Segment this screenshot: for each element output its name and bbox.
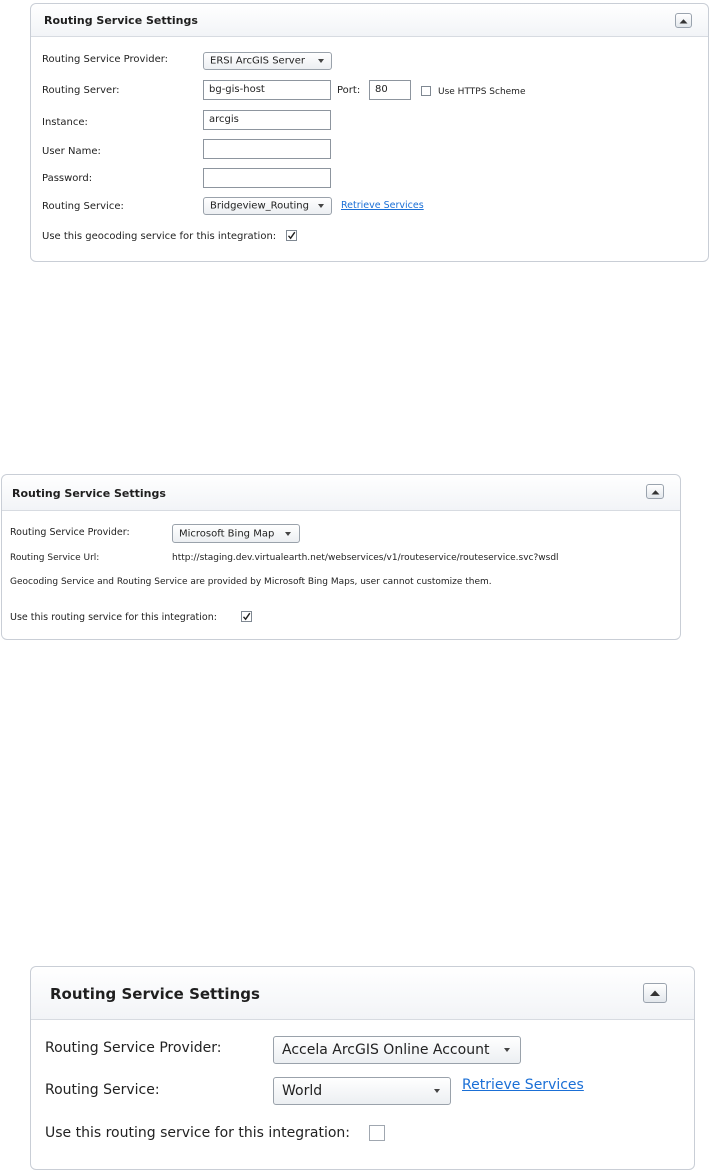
panel-header bbox=[31, 4, 708, 37]
username-label: User Name: bbox=[42, 146, 101, 157]
collapse-button[interactable] bbox=[643, 983, 667, 1003]
provider-label: Routing Service Provider: bbox=[10, 527, 130, 538]
instance-label: Instance: bbox=[42, 117, 88, 128]
https-checkbox[interactable] bbox=[421, 86, 431, 96]
retrieve-services-link[interactable]: Retrieve Services bbox=[462, 1077, 584, 1093]
chevron-up-icon bbox=[679, 18, 688, 24]
use-service-label: Use this routing service for this integration: bbox=[10, 612, 217, 623]
routing-settings-panel-esri bbox=[30, 3, 709, 262]
chevron-up-icon bbox=[649, 989, 661, 997]
provider-select-value: Accela ArcGIS Online Account bbox=[282, 1042, 490, 1058]
caret-down-icon bbox=[318, 59, 324, 63]
service-label: Routing Service: bbox=[42, 201, 124, 212]
port-label: Port: bbox=[337, 85, 361, 96]
routing-settings-panel-accela bbox=[30, 966, 695, 1170]
service-select[interactable] bbox=[273, 1077, 451, 1105]
provider-select-value: ERSI ArcGIS Server bbox=[210, 55, 305, 67]
chevron-up-icon bbox=[651, 489, 660, 495]
provider-select[interactable] bbox=[273, 1036, 521, 1064]
caret-down-icon bbox=[504, 1048, 510, 1052]
password-input[interactable] bbox=[203, 168, 331, 188]
use-service-label: Use this geocoding service for this integration: bbox=[42, 231, 277, 242]
checkmark-icon bbox=[242, 612, 251, 621]
service-select[interactable] bbox=[203, 197, 332, 215]
service-select-value: Bridgeview_Routing bbox=[210, 200, 309, 212]
url-value: http://staging.dev.virtualearth.net/webservices/v1/routeservice/routeservice.svc?wsdl bbox=[172, 553, 559, 563]
server-label: Routing Server: bbox=[42, 85, 120, 96]
retrieve-services-link[interactable]: Retrieve Services bbox=[341, 200, 424, 211]
https-label: Use HTTPS Scheme bbox=[438, 87, 526, 97]
checkmark-icon bbox=[287, 231, 296, 240]
panel-title: Routing Service Settings bbox=[44, 14, 198, 27]
provider-select[interactable] bbox=[172, 524, 300, 543]
panel-header bbox=[2, 475, 680, 511]
instance-input[interactable]: arcgis bbox=[203, 110, 331, 130]
service-label: Routing Service: bbox=[45, 1082, 160, 1098]
collapse-button[interactable] bbox=[646, 484, 664, 499]
provider-label: Routing Service Provider: bbox=[42, 54, 169, 65]
provider-select[interactable] bbox=[203, 52, 332, 70]
panel-title: Routing Service Settings bbox=[12, 487, 166, 500]
bing-note: Geocoding Service and Routing Service are provided by Microsoft Bing Maps, user cannot customize them. bbox=[10, 577, 492, 587]
caret-down-icon bbox=[434, 1089, 440, 1093]
password-label: Password: bbox=[42, 173, 93, 184]
port-input[interactable]: 80 bbox=[369, 80, 411, 100]
caret-down-icon bbox=[318, 204, 324, 208]
routing-settings-panel-bing bbox=[1, 474, 681, 640]
use-service-checkbox[interactable] bbox=[286, 230, 297, 241]
service-select-value: World bbox=[282, 1083, 323, 1099]
use-service-label: Use this routing service for this integration: bbox=[45, 1125, 350, 1141]
panel-header bbox=[31, 967, 694, 1020]
use-service-checkbox[interactable] bbox=[241, 611, 252, 622]
server-input[interactable]: bg-gis-host bbox=[203, 80, 331, 100]
username-input[interactable] bbox=[203, 139, 331, 159]
caret-down-icon bbox=[285, 532, 291, 536]
panel-title: Routing Service Settings bbox=[50, 985, 260, 1003]
url-label: Routing Service Url: bbox=[10, 553, 100, 563]
provider-label: Routing Service Provider: bbox=[45, 1040, 222, 1056]
collapse-button[interactable] bbox=[675, 13, 692, 28]
provider-select-value: Microsoft Bing Map bbox=[179, 528, 275, 539]
use-service-checkbox[interactable] bbox=[369, 1125, 385, 1141]
